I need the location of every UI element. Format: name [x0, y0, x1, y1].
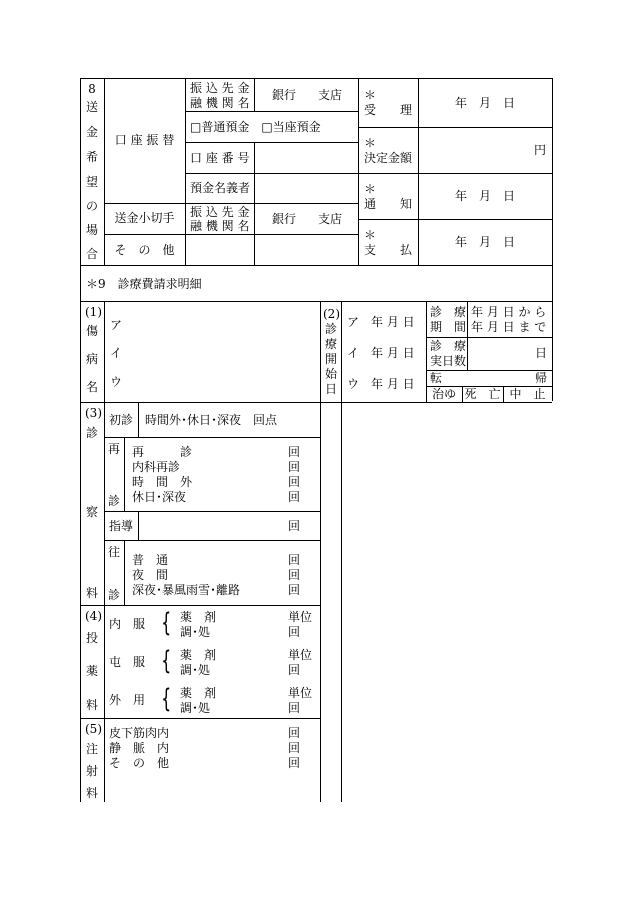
- home-visit-item: 夜 間: [132, 568, 169, 582]
- route-prn: 屯 服: [109, 655, 146, 669]
- deposit-type-options[interactable]: □普通預金 □当座預金: [190, 120, 321, 134]
- revisit-char: 再: [107, 442, 120, 456]
- outcome-death: 死 亡: [464, 387, 501, 401]
- drug-unit: 単位: [288, 648, 313, 662]
- star-mark: ＊: [364, 228, 377, 242]
- first-visit-label: 初診: [109, 413, 134, 427]
- exam-char: 察: [85, 505, 98, 519]
- star-mark: ＊: [364, 88, 377, 102]
- first-visit-detail: 時間外･休日･深夜 回点: [145, 413, 278, 427]
- bank-word: 銀行: [272, 212, 297, 226]
- star-mark: ＊: [364, 136, 377, 150]
- account-holder-label: 預金名義者: [190, 181, 251, 195]
- inject-num: (5): [85, 722, 102, 736]
- injury-num: (1): [85, 305, 102, 319]
- branch-word: 支店: [318, 88, 343, 102]
- revisit-char: 診: [107, 494, 120, 508]
- times-unit: 回: [288, 756, 301, 770]
- drug-sub: 調･処: [180, 663, 211, 677]
- payment-date: 年 月 日: [454, 235, 515, 249]
- remit-heading-char: 望: [85, 175, 98, 189]
- receipt-date: 年 月 日: [454, 96, 515, 110]
- start-char: 開: [324, 352, 337, 366]
- period-label: 期 間: [430, 320, 467, 334]
- drug-unit: 回: [288, 625, 301, 639]
- times-unit: 回: [288, 568, 301, 582]
- detail-title: ＊9 診療費請求明細: [86, 277, 202, 291]
- start-row: ウ 年 月 日: [347, 377, 415, 391]
- route-oral: 内 服: [109, 617, 146, 631]
- exam-num: (3): [85, 406, 102, 420]
- drug-char: 薬: [85, 664, 98, 678]
- revisit-item: 時 間 外: [132, 475, 193, 489]
- home-visit-item: 深夜･暴風雨雪･離路: [132, 583, 241, 597]
- period-to: 年 月 日 ま で: [471, 320, 547, 334]
- injury-char: 名: [85, 380, 98, 394]
- times-unit: 回: [288, 741, 301, 755]
- drug-sub: 薬 剤: [180, 686, 217, 700]
- revisit-item: 休日･深夜: [132, 490, 187, 504]
- start-num: (2): [323, 307, 340, 321]
- remit-heading-char: 送: [85, 100, 98, 114]
- period-label: 診 療: [430, 305, 467, 319]
- bank-label: 融 機 関 名: [190, 219, 250, 233]
- inject-item: 静 脈 内: [109, 741, 170, 755]
- day-unit: 日: [534, 346, 547, 360]
- exam-char: 診: [85, 426, 98, 440]
- outcome-stop: 中 止: [509, 387, 546, 401]
- notify-label: 通 知: [364, 197, 413, 211]
- drug-num: (4): [85, 609, 102, 623]
- times-unit: 回: [288, 475, 301, 489]
- start-char: 始: [324, 367, 337, 381]
- start-row: イ 年 月 日: [347, 346, 415, 360]
- drug-sub: 薬 剤: [180, 610, 217, 624]
- times-unit: 回: [288, 519, 301, 533]
- drug-sub: 薬 剤: [180, 648, 217, 662]
- branch-word: 支店: [318, 212, 343, 226]
- bank-label: 融 機 関 名: [190, 96, 250, 110]
- inject-char: 料: [85, 786, 98, 800]
- inject-char: 注: [85, 742, 98, 756]
- times-unit: 回: [288, 726, 301, 740]
- home-visit-item: 普 通: [132, 553, 169, 567]
- account-number-label: 口 座 番 号: [190, 151, 250, 165]
- inject-item: そ の 他: [109, 756, 170, 770]
- times-unit: 回: [288, 460, 301, 474]
- remit-heading-char: 希: [85, 150, 98, 164]
- drug-sub: 調･処: [180, 625, 211, 639]
- remit-heading-char: 場: [85, 223, 98, 237]
- account-transfer-label: 口 座 振 替: [114, 133, 175, 147]
- bank-label: 振 込 先 金: [190, 81, 250, 95]
- inject-char: 射: [85, 764, 98, 778]
- payment-label: 支 払: [364, 243, 413, 257]
- start-char: 療: [324, 337, 337, 351]
- other-label: そ の 他: [114, 243, 175, 257]
- exam-char: 料: [85, 586, 98, 600]
- bank-label: 振 込 先 金: [190, 205, 250, 219]
- period-from: 年 月 日 か ら: [471, 305, 547, 319]
- bank-word: 銀行: [272, 88, 297, 102]
- guidance-label: 指導: [109, 519, 134, 533]
- injury-item: イ: [110, 346, 123, 360]
- injury-item: ア: [110, 318, 123, 332]
- decided-amount-label: 決定金額: [364, 151, 413, 165]
- remit-heading-char: 合: [85, 247, 98, 261]
- home-visit-char: 往: [107, 545, 120, 559]
- remit-heading-char: の: [85, 199, 98, 213]
- start-char: 日: [324, 382, 337, 396]
- brace-icon: {: [161, 646, 172, 676]
- remit-heading-char: 金: [85, 125, 98, 139]
- check-label: 送金小切手: [114, 211, 175, 225]
- drug-unit: 回: [288, 663, 301, 677]
- revisit-item: 再 診: [132, 445, 193, 459]
- route-external: 外 用: [109, 693, 146, 707]
- drug-unit: 回: [288, 701, 301, 715]
- times-unit: 回: [288, 583, 301, 597]
- drug-char: 料: [85, 698, 98, 712]
- revisit-item: 内科再診: [132, 460, 181, 474]
- outcome-label: 転: [430, 371, 443, 385]
- drug-unit: 単位: [288, 686, 313, 700]
- remit-num: 8: [88, 82, 96, 96]
- home-visit-char: 診: [107, 588, 120, 602]
- brace-icon: {: [161, 608, 172, 638]
- brace-icon: {: [161, 684, 172, 714]
- start-row: ア 年 月 日: [347, 315, 415, 329]
- times-unit: 回: [288, 553, 301, 567]
- receipt-label: 受 理: [364, 103, 413, 117]
- injury-char: 傷: [85, 324, 98, 338]
- times-unit: 回: [288, 490, 301, 504]
- times-unit: 回: [288, 445, 301, 459]
- start-char: 診: [324, 322, 337, 336]
- days-label: 診 療: [430, 339, 467, 353]
- inject-item: 皮下筋肉内: [109, 726, 170, 740]
- notify-date: 年 月 日: [454, 189, 515, 203]
- injury-char: 病: [85, 352, 98, 366]
- drug-unit: 単位: [288, 610, 313, 624]
- days-label: 実日数: [430, 354, 467, 368]
- drug-sub: 調･処: [180, 701, 211, 715]
- outcome-cured: 治ゆ: [431, 387, 456, 401]
- drug-char: 投: [85, 631, 98, 645]
- yen-unit: 円: [533, 143, 546, 157]
- injury-item: ウ: [110, 375, 123, 389]
- outcome-end: 帰: [534, 371, 547, 385]
- star-mark: ＊: [364, 182, 377, 196]
